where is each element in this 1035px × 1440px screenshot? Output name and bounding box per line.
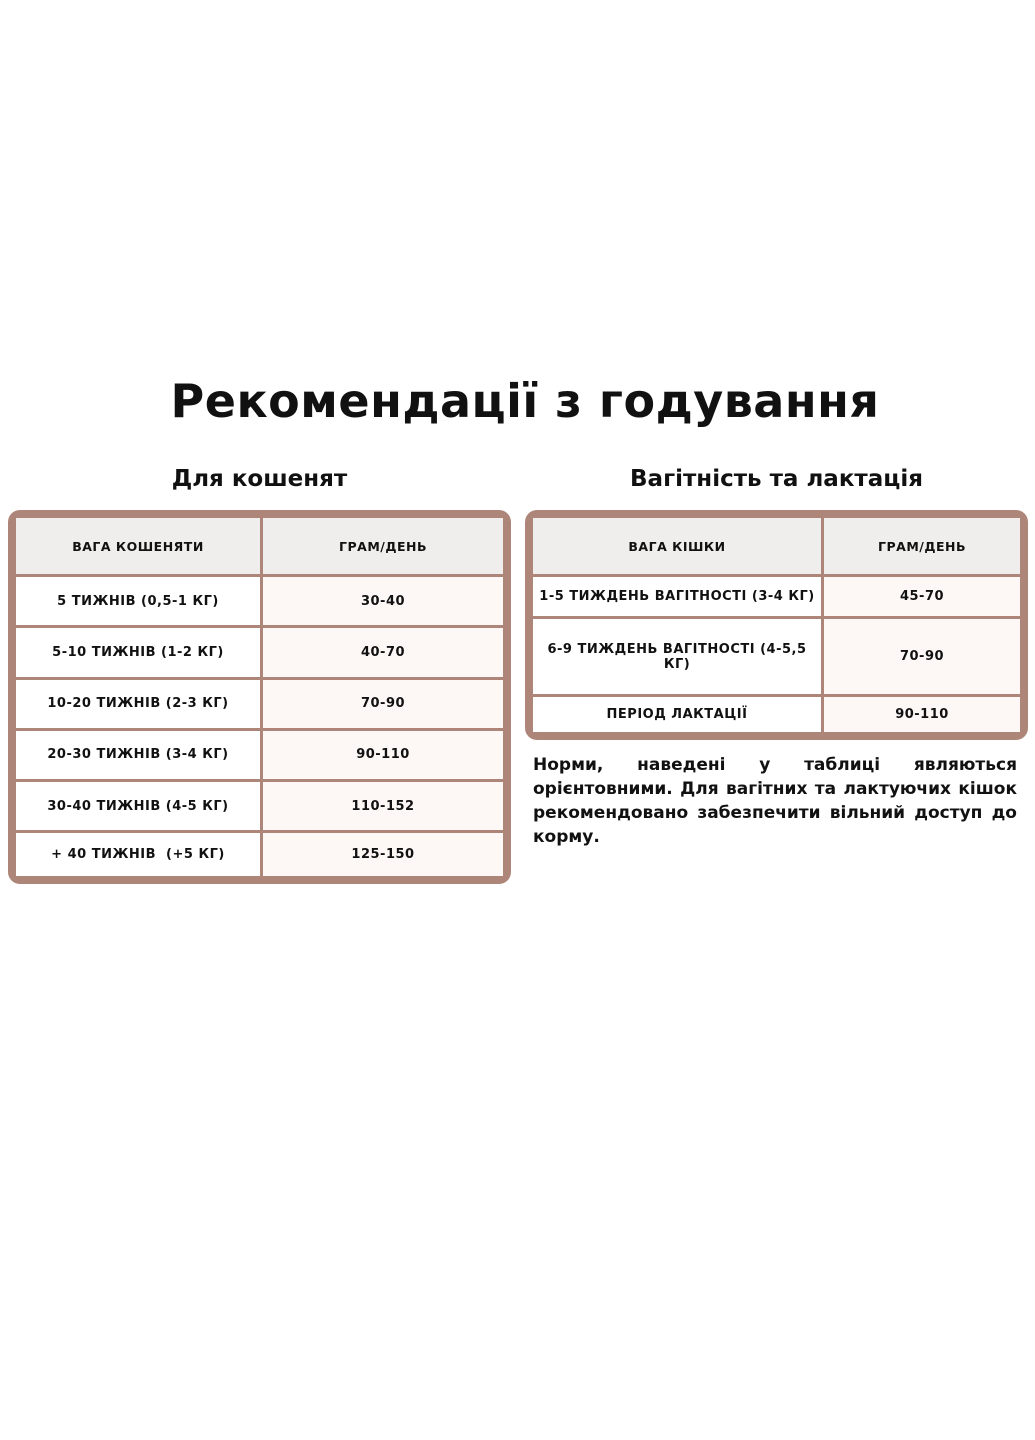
column-header: ВАГА КІШКИ: [533, 518, 824, 577]
table-header-row: [16, 518, 503, 577]
kittens-table-frame: [8, 510, 511, 884]
column-header: ГРАМ/ДЕНЬ: [824, 518, 1020, 577]
kittens-heading: Для кошенят: [171, 466, 348, 492]
grams-cell: 125-150: [263, 833, 503, 876]
pregnancy-table: [533, 518, 1020, 732]
weight-cell: 20-30 ТИЖНІВ (3-4 КГ): [16, 731, 263, 782]
grams-cell: 70-90: [263, 680, 503, 731]
column-header: ВАГА КОШЕНЯТИ: [16, 518, 263, 577]
feeding-note: Норми, наведені у таблиці являються орієнтовними. Для вагітних та лактуючих кішок рекомендовано забезпечити вільний доступ до корму.: [533, 755, 1017, 847]
column-header: ГРАМ/ДЕНЬ: [263, 518, 503, 577]
kittens-table: [16, 518, 503, 876]
grams-cell: 70-90: [824, 619, 1020, 697]
table-row: [16, 833, 503, 876]
grams-cell: 110-152: [263, 782, 503, 833]
weight-cell: 5 ТИЖНІВ (0,5-1 КГ): [16, 577, 263, 628]
weight-cell: 5-10 ТИЖНІВ (1-2 КГ): [16, 628, 263, 679]
table-row: [16, 628, 503, 679]
weight-cell: 30-40 ТИЖНІВ (4-5 КГ): [16, 782, 263, 833]
grams-cell: 30-40: [263, 577, 503, 628]
table-header-row: [533, 518, 1020, 577]
grams-cell: 40-70: [263, 628, 503, 679]
weight-cell: 6-9 ТИЖДЕНЬ ВАГІТНОСТІ (4-5,5 КГ): [533, 619, 824, 697]
grams-cell: 90-110: [824, 697, 1020, 732]
table-row: [16, 577, 503, 628]
table-row: [533, 619, 1020, 697]
grams-cell: 45-70: [824, 577, 1020, 619]
weight-cell: + 40 ТИЖНІВ (+5 КГ): [16, 833, 263, 876]
table-row: [16, 680, 503, 731]
weight-cell: 10-20 ТИЖНІВ (2-3 КГ): [16, 680, 263, 731]
table-row: [16, 782, 503, 833]
weight-cell: 1-5 ТИЖДЕНЬ ВАГІТНОСТІ (3-4 КГ): [533, 577, 824, 619]
weight-cell: ПЕРІОД ЛАКТАЦІЇ: [533, 697, 824, 732]
page-title: Рекомендації з годування: [170, 374, 880, 428]
grams-cell: 90-110: [263, 731, 503, 782]
table-row: [533, 577, 1020, 619]
table-row: [16, 731, 503, 782]
table-row: [533, 697, 1020, 732]
pregnancy-heading: Вагітність та лактація: [630, 466, 923, 492]
pregnancy-table-frame: [525, 510, 1028, 740]
